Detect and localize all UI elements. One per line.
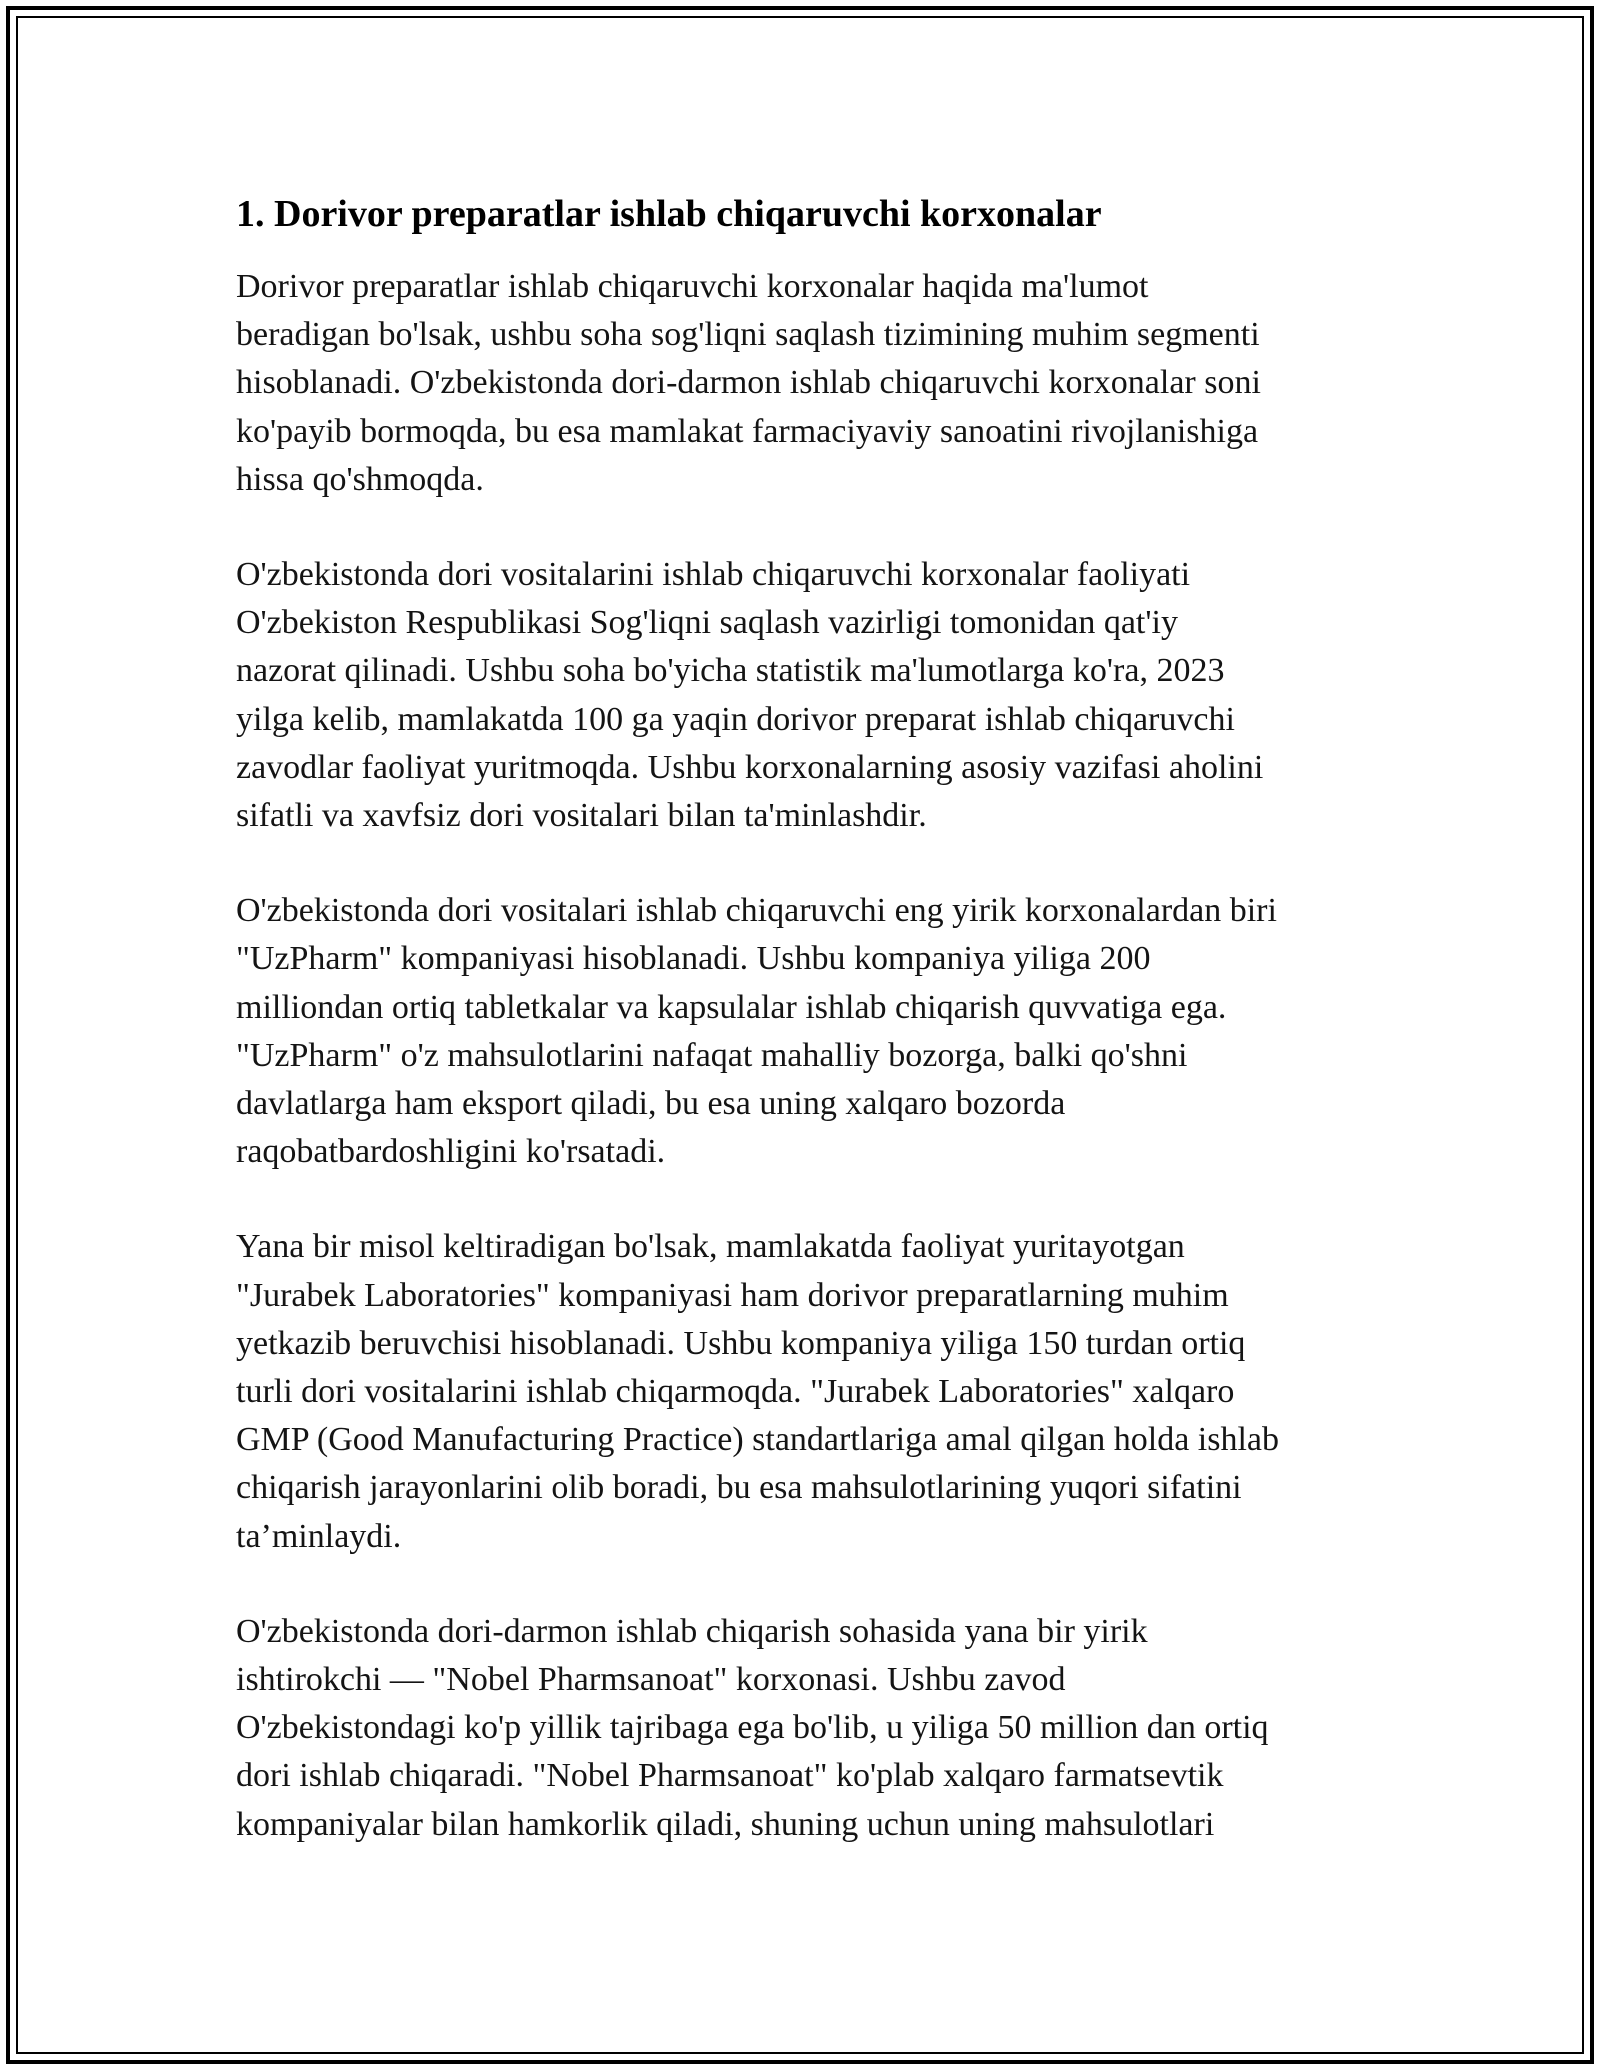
paragraph-jurabek: Yana bir misol keltiradigan bo'lsak, mamlakatda faoliyat yuritayotgan "Jurabek Laboratories" kompaniyasi ham dorivor preparatlarning muhim yetkazib beruvchisi hisoblanadi. Ushbu kompaniya yiliga 150 turdan ortiq turli dori vositalarini ishlab chiqarmoqda. "Jurabek Laboratories" xalqaro GMP (Good Manufacturing Practice) standartlariga amal qilgan holda ishlab chiqarish jarayonlarini olib boradi, bu esa mahsulotlarining yuqori sifatini ta’minlaydi. <box>236 1228 1279 1555</box>
paragraph-regulation: O'zbekistonda dori vositalarini ishlab chiqaruvchi korxonalar faoliyati O'zbekiston Respublikasi Sog'liqni saqlash vazirligi tomonidan qat'iy nazorat qilinadi. Ushbu soha bo'yicha statistik ma'lumotlarga ko'ra, 2023 yilga kelib, mamlakatda 100 ga yaqin dorivor preparat ishlab chiqaruvchi zavodlar faoliyat yuritmoqda. Ushbu korxonalarning asosiy vazifasi aholini sifatli va xavfsiz dori vositalari bilan ta'minlashdir. <box>236 556 1264 835</box>
document-body <box>236 186 1376 1849</box>
section-heading: 1. Dorivor preparatlar ishlab chiqaruvchi korxonalar <box>236 193 1102 235</box>
paragraph-nobel: O'zbekistonda dori-darmon ishlab chiqarish sohasida yana bir yirik ishtirokchi — "Nobel Pharmsanoat" korxonasi. Ushbu zavod O'zbekistondagi ko'p yillik tajribaga ega bo'lib, u yiliga 50 million dan ortiq dori ishlab chiqaradi. "Nobel Pharmsanoat" ko'plab xalqaro farmatsevtik kompaniyalar bilan hamkorlik qiladi, shuning uchun uning mahsulotlari <box>236 1612 1269 1843</box>
paragraph-uzpharm: O'zbekistonda dori vositalari ishlab chiqaruvchi eng yirik korxonalardan biri "UzPharm" kompaniyasi hisoblanadi. Ushbu kompaniya yiliga 200 milliondan ortiq tabletkalar va kapsulalar ishlab chiqarish quvvatiga ega. "UzPharm" o'z mahsulotlarini nafaqat mahalliy bozorga, balki qo'shni davlatlarga ham eksport qiladi, bu esa uning xalqaro bozorda raqobatbardoshligini ko'rsatadi. <box>236 892 1277 1171</box>
paragraph-intro: Dorivor preparatlar ishlab chiqaruvchi korxonalar haqida ma'lumot beradigan bo'lsak, ushbu soha sog'liqni saqlash tizimining muhim segmenti hisoblanadi. O'zbekistonda dori-darmon ishlab chiqaruvchi korxonalar soni ko'payib bormoqda, bu esa mamlakat farmaciyaviy sanoatini rivojlanishiga hissa qo'shmoqda. <box>236 268 1261 498</box>
